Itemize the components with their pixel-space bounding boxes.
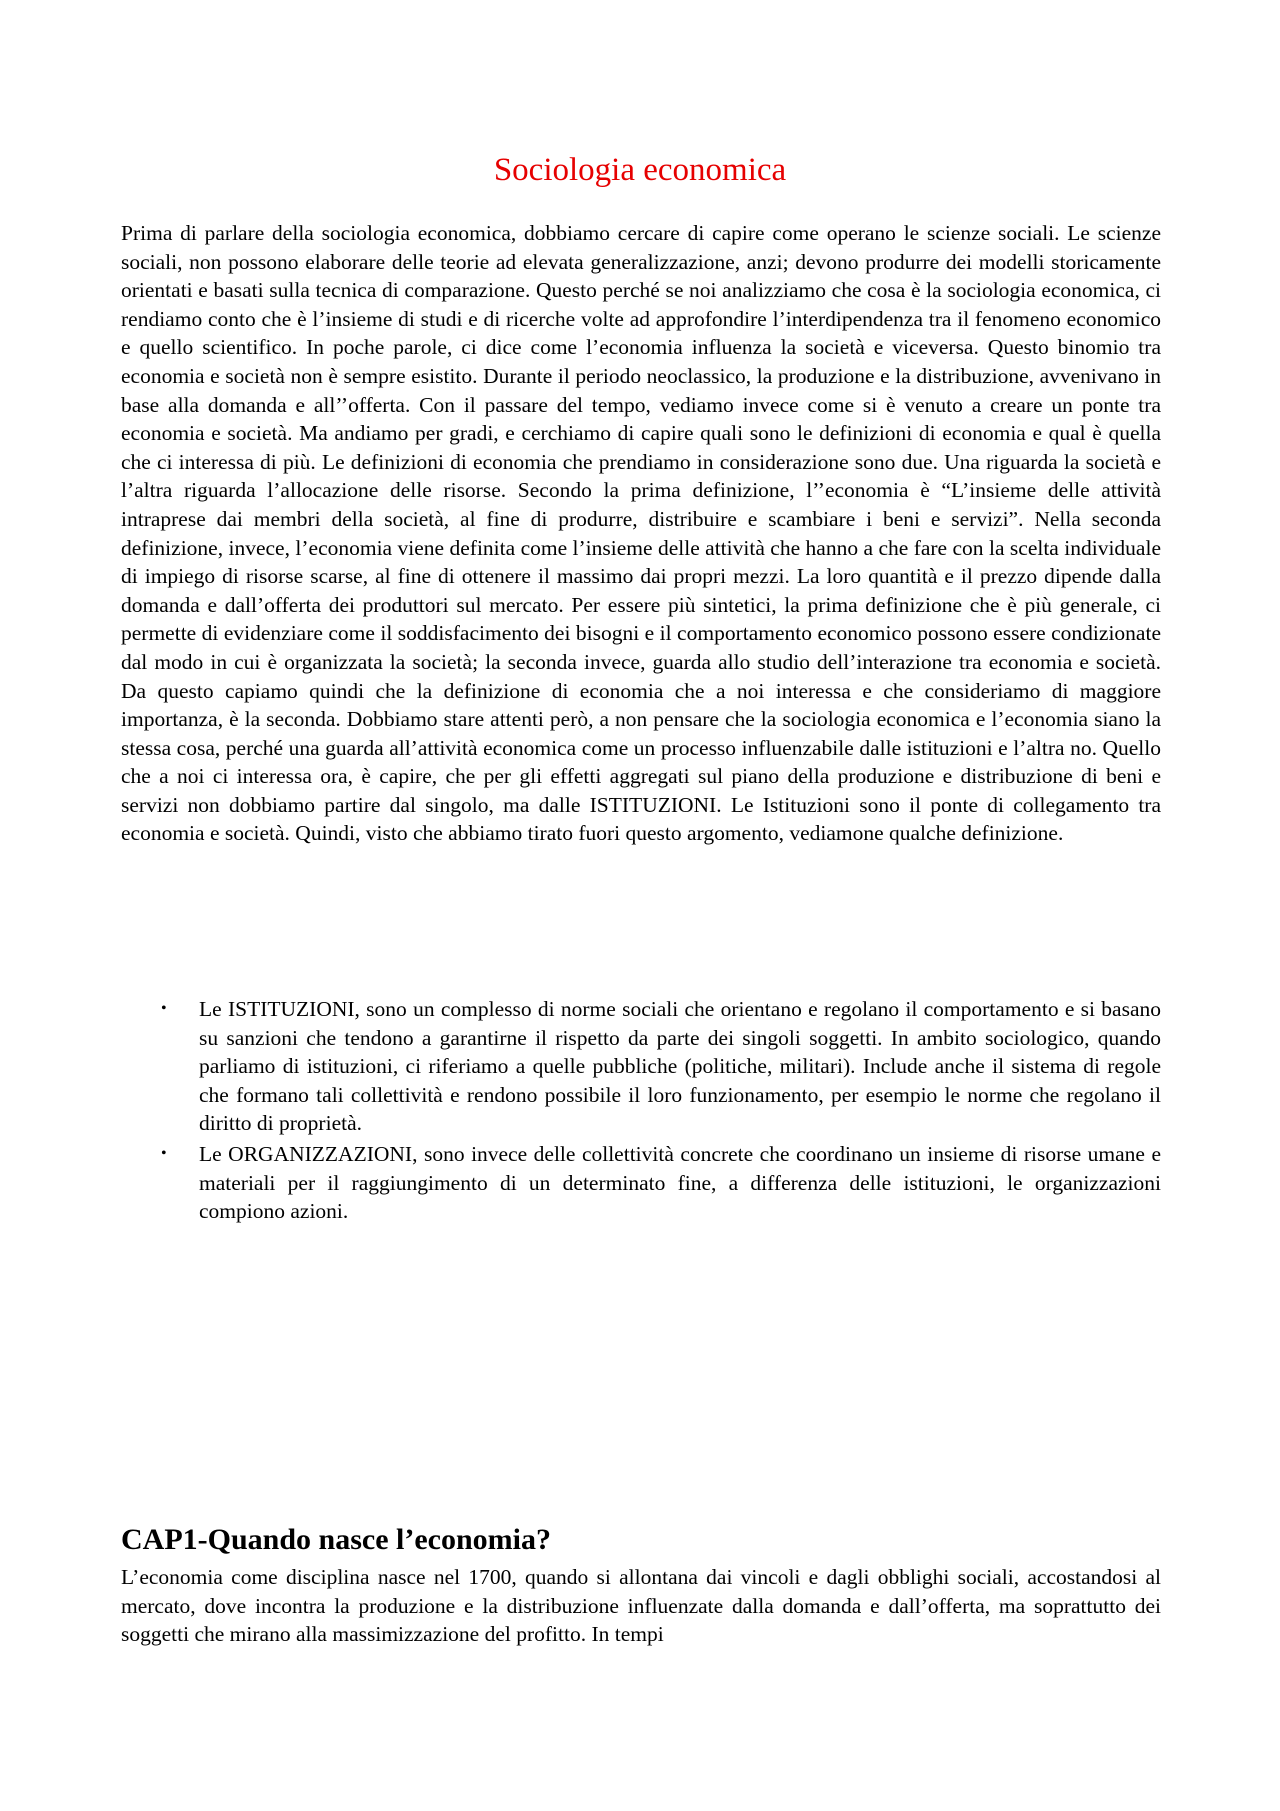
list-item-text: Le ISTITUZIONI, sono un complesso di norme sociali che orientano e regolano il comportamento e si basano su sanzioni che tendono a garantirne il rispetto da parte dei singoli soggetti. In ambito sociologico, quando parliamo di istituzioni, ci riferiamo a quelle pubbliche (politiche, militari). Include anche il sistema di regole che formano tali collettività e rendono possibile il loro funzionamento, per esempio le norme che regolano il diritto di proprietà. [199,997,1161,1136]
section-paragraph: L’economia come disciplina nasce nel 1700, quando si allontana dai vincoli e dagli obblighi sociali, accostandosi al mercato, dove incontra la produzione e la distribuzione influenzate dalla domanda e dall’offerta, ma soprattutto dei soggetti che mirano alla massimizzazione del profitto. In tempi [121,1565,1161,1647]
list-item [121,1140,1161,1226]
list-item [121,995,1161,1138]
bullet-icon: • [161,1000,167,1017]
document-title: Sociologia economica [493,152,787,188]
bullet-icon: • [161,1144,167,1162]
bullet-list [121,995,1161,1228]
section-heading: CAP1-Quando nasce l’economia? [121,1523,551,1556]
list-item-text: Le ORGANIZZAZIONI, sono invece delle collettività concrete che coordinano un insieme di risorse umane e materiali per il raggiungimento di un determinato fine, a differenza delle istituzioni, le organizzazioni compiono azioni. [199,1141,1161,1224]
intro-paragraph: Prima di parlare della sociologia economica, dobbiamo cercare di capire come operano le scienze sociali. Le scienze sociali, non possono elaborare delle teorie ad elevata generalizzazione, anzi; devono produrre dei modelli storicamente orientati e basati sulla tecnica di comparazione. Questo perché se noi analizziamo che cosa è la sociologia economica, ci rendiamo conto che è l’insieme di studi e di ricerche volte ad approfondire l’interdipendenza tra il fenomeno economico e quello scientifico. In poche parole, ci dice come l’economia influenza la società e viceversa. Questo binomio tra economia e società non è sempre esistito. Durante il periodo neoclassico, la produzione e la distribuzione, avvenivano in base alla domanda e all’’offerta. Con il passare del tempo, vediamo invece come si è venuto a creare un ponte tra economia e società. Ma andiamo per gradi, e cerchiamo di capire quali sono le definizioni di economia e qual è quella che ci interessa di più. Le definizioni di economia che prendiamo in considerazione sono due. Una riguarda la società e l’altra riguarda l’allocazione delle risorse. Secondo la prima definizione, l’’economia è “L’insieme delle attività intraprese dai membri della società, al fine di produrre, distribuire e scambiare i beni e servizi”. Nella seconda definizione, invece, l’economia viene definita come l’insieme delle attività che hanno a che fare con la scelta individuale di impiego di risorse scarse, al fine di ottenere il massimo dai propri mezzi. La loro quantità e il prezzo dipende dalla domanda e dall’offerta dei produttori sul mercato. Per essere più sintetici, la prima definizione che è più generale, ci permette di evidenziare come il soddisfacimento dei bisogni e il comportamento economico possono essere condizionate dal modo in cui è organizzata la società; la seconda invece, guarda allo studio dell’interazione tra economia e società. Da questo capiamo quindi che la definizione di economia che a noi interessa e che consideriamo di maggiore importanza, è la seconda. Dobbiamo stare attenti però, a non pensare che la sociologia economica e l’economia siano la stessa cosa, perché una guarda all’attività economica come un processo influenzabile dalle istituzioni e l’altra no. Quello che a noi ci interessa ora, è capire, che per gli effetti aggregati sul piano della produzione e distribuzione di beni e servizi non dobbiamo partire dal singolo, ma dalle ISTITUZIONI. Le Istituzioni sono il ponte di collegamento tra economia e società. Quindi, visto che abbiamo tirato fuori questo argomento, vediamone qualche definizione. [121,221,1161,846]
